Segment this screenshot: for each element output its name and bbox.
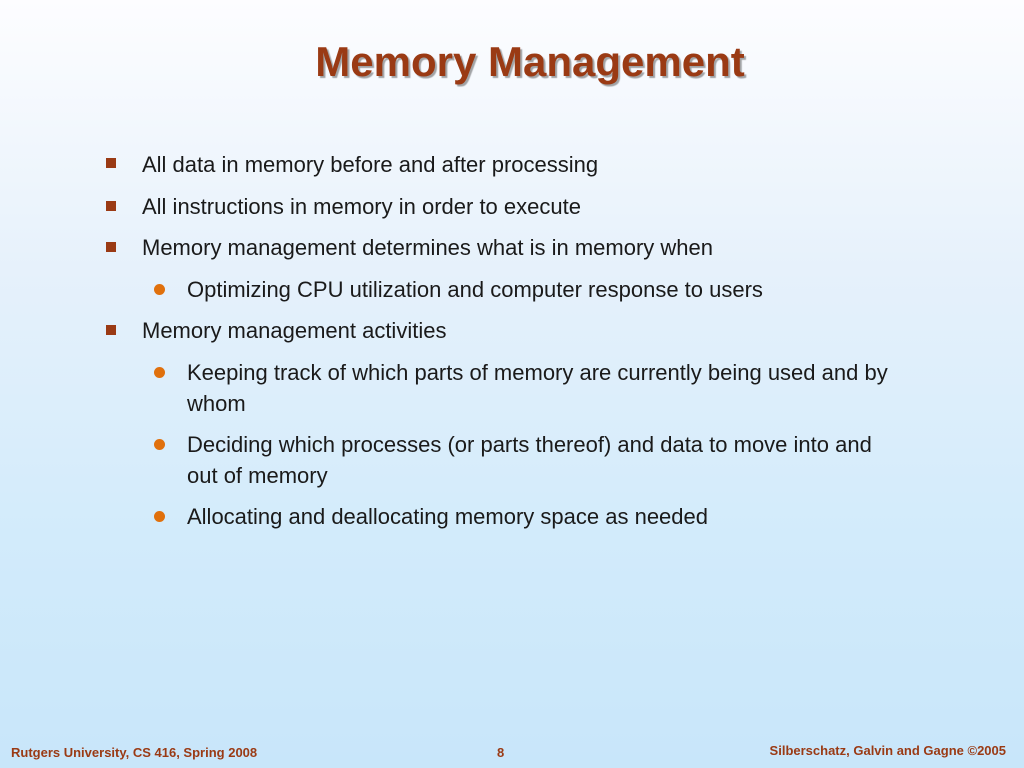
sub-bullet-item: Keeping track of which parts of memory are currently being used and by whom (187, 360, 888, 416)
round-bullet-icon (154, 439, 165, 450)
round-bullet-icon (154, 511, 165, 522)
sub-bullet-item: Optimizing CPU utilization and computer response to users (187, 277, 763, 302)
round-bullet-icon (154, 367, 165, 378)
footer-copyright: Silberschatz, Galvin and Gagne ©2005 (769, 743, 1006, 758)
sub-bullet-item: Deciding which processes (or parts thereof) and data to move into and out of memory (187, 432, 872, 488)
square-bullet-icon (106, 158, 116, 168)
sub-bullet-item: Allocating and deallocating memory space as needed (187, 504, 708, 529)
square-bullet-icon (106, 201, 116, 211)
bullet-item: Memory management determines what is in memory when (142, 235, 714, 260)
bullet-item: All instructions in memory in order to execute (142, 194, 581, 219)
square-bullet-icon (106, 242, 116, 252)
bullet-item: Memory management activities (142, 318, 447, 343)
bullet-item: All data in memory before and after processing (142, 152, 599, 177)
square-bullet-icon (106, 325, 116, 335)
slide-title: Memory Management (315, 38, 745, 85)
footer-course: Rutgers University, CS 416, Spring 2008 (11, 745, 258, 760)
round-bullet-icon (154, 284, 165, 295)
footer-page-number: 8 (497, 745, 505, 760)
